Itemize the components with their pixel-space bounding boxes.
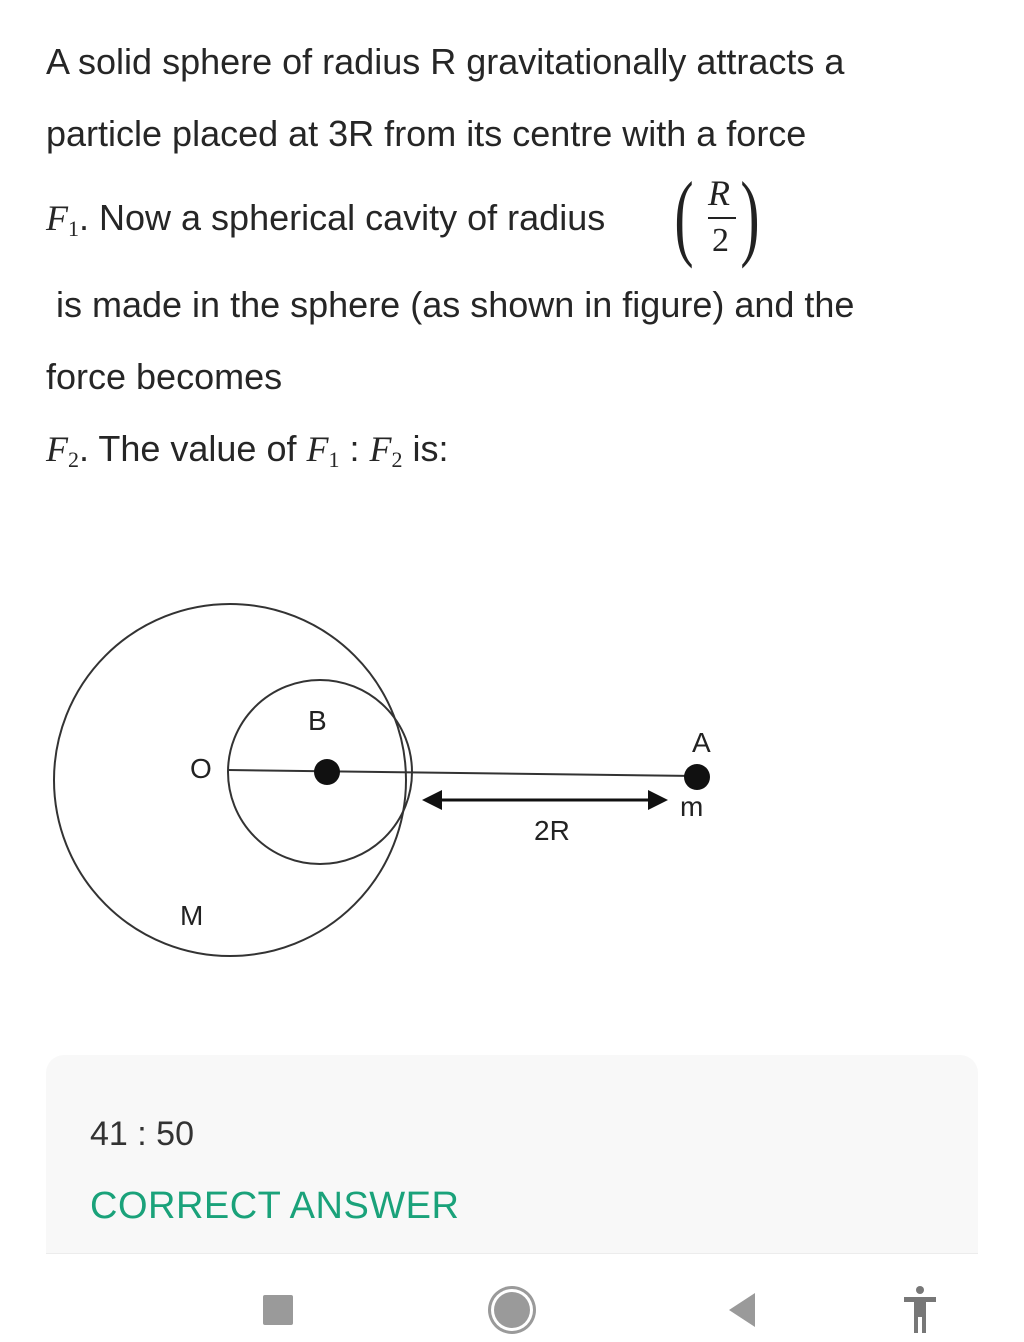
correct-answer-label: CORRECT ANSWER: [90, 1185, 460, 1227]
label-m-particle: m: [680, 791, 704, 822]
question-line-4: is made in the sphere (as shown in figure) and the: [56, 284, 855, 325]
label-b: B: [308, 705, 327, 736]
question-line-5: force becomes: [46, 356, 283, 397]
label-2r: 2R: [534, 815, 570, 846]
question-line-6: $F_2$. The value of $F_1$ : $F_2$ is:: [46, 428, 449, 472]
recents-button[interactable]: [248, 1280, 308, 1340]
question-line-3: $F_1$. Now a spherical cavity of radius: [46, 197, 606, 241]
back-button[interactable]: [712, 1280, 772, 1340]
square-icon: [263, 1295, 293, 1325]
accessibility-icon: [902, 1285, 938, 1335]
accessibility-button[interactable]: [890, 1280, 950, 1340]
question-line-1: A solid sphere of radius R gravitationally attracts a: [46, 41, 845, 82]
answer-value: 41 : 50: [90, 1115, 194, 1153]
circle-home-icon: [494, 1292, 530, 1328]
android-nav-bar: [0, 1270, 1024, 1342]
var-f1: $F_1$: [46, 198, 79, 241]
fraction-r-over-2: ( R 2 ): [674, 162, 760, 269]
label-m-mass: M: [180, 900, 204, 931]
sphere-cavity-diagram: [40, 590, 740, 970]
label-a: A: [692, 727, 711, 758]
home-button[interactable]: [482, 1280, 542, 1340]
question-line-2: particle placed at 3R from its centre with a force: [46, 113, 807, 154]
triangle-back-icon: [729, 1293, 755, 1327]
label-o: O: [190, 753, 212, 784]
answer-card[interactable]: [46, 1055, 978, 1254]
